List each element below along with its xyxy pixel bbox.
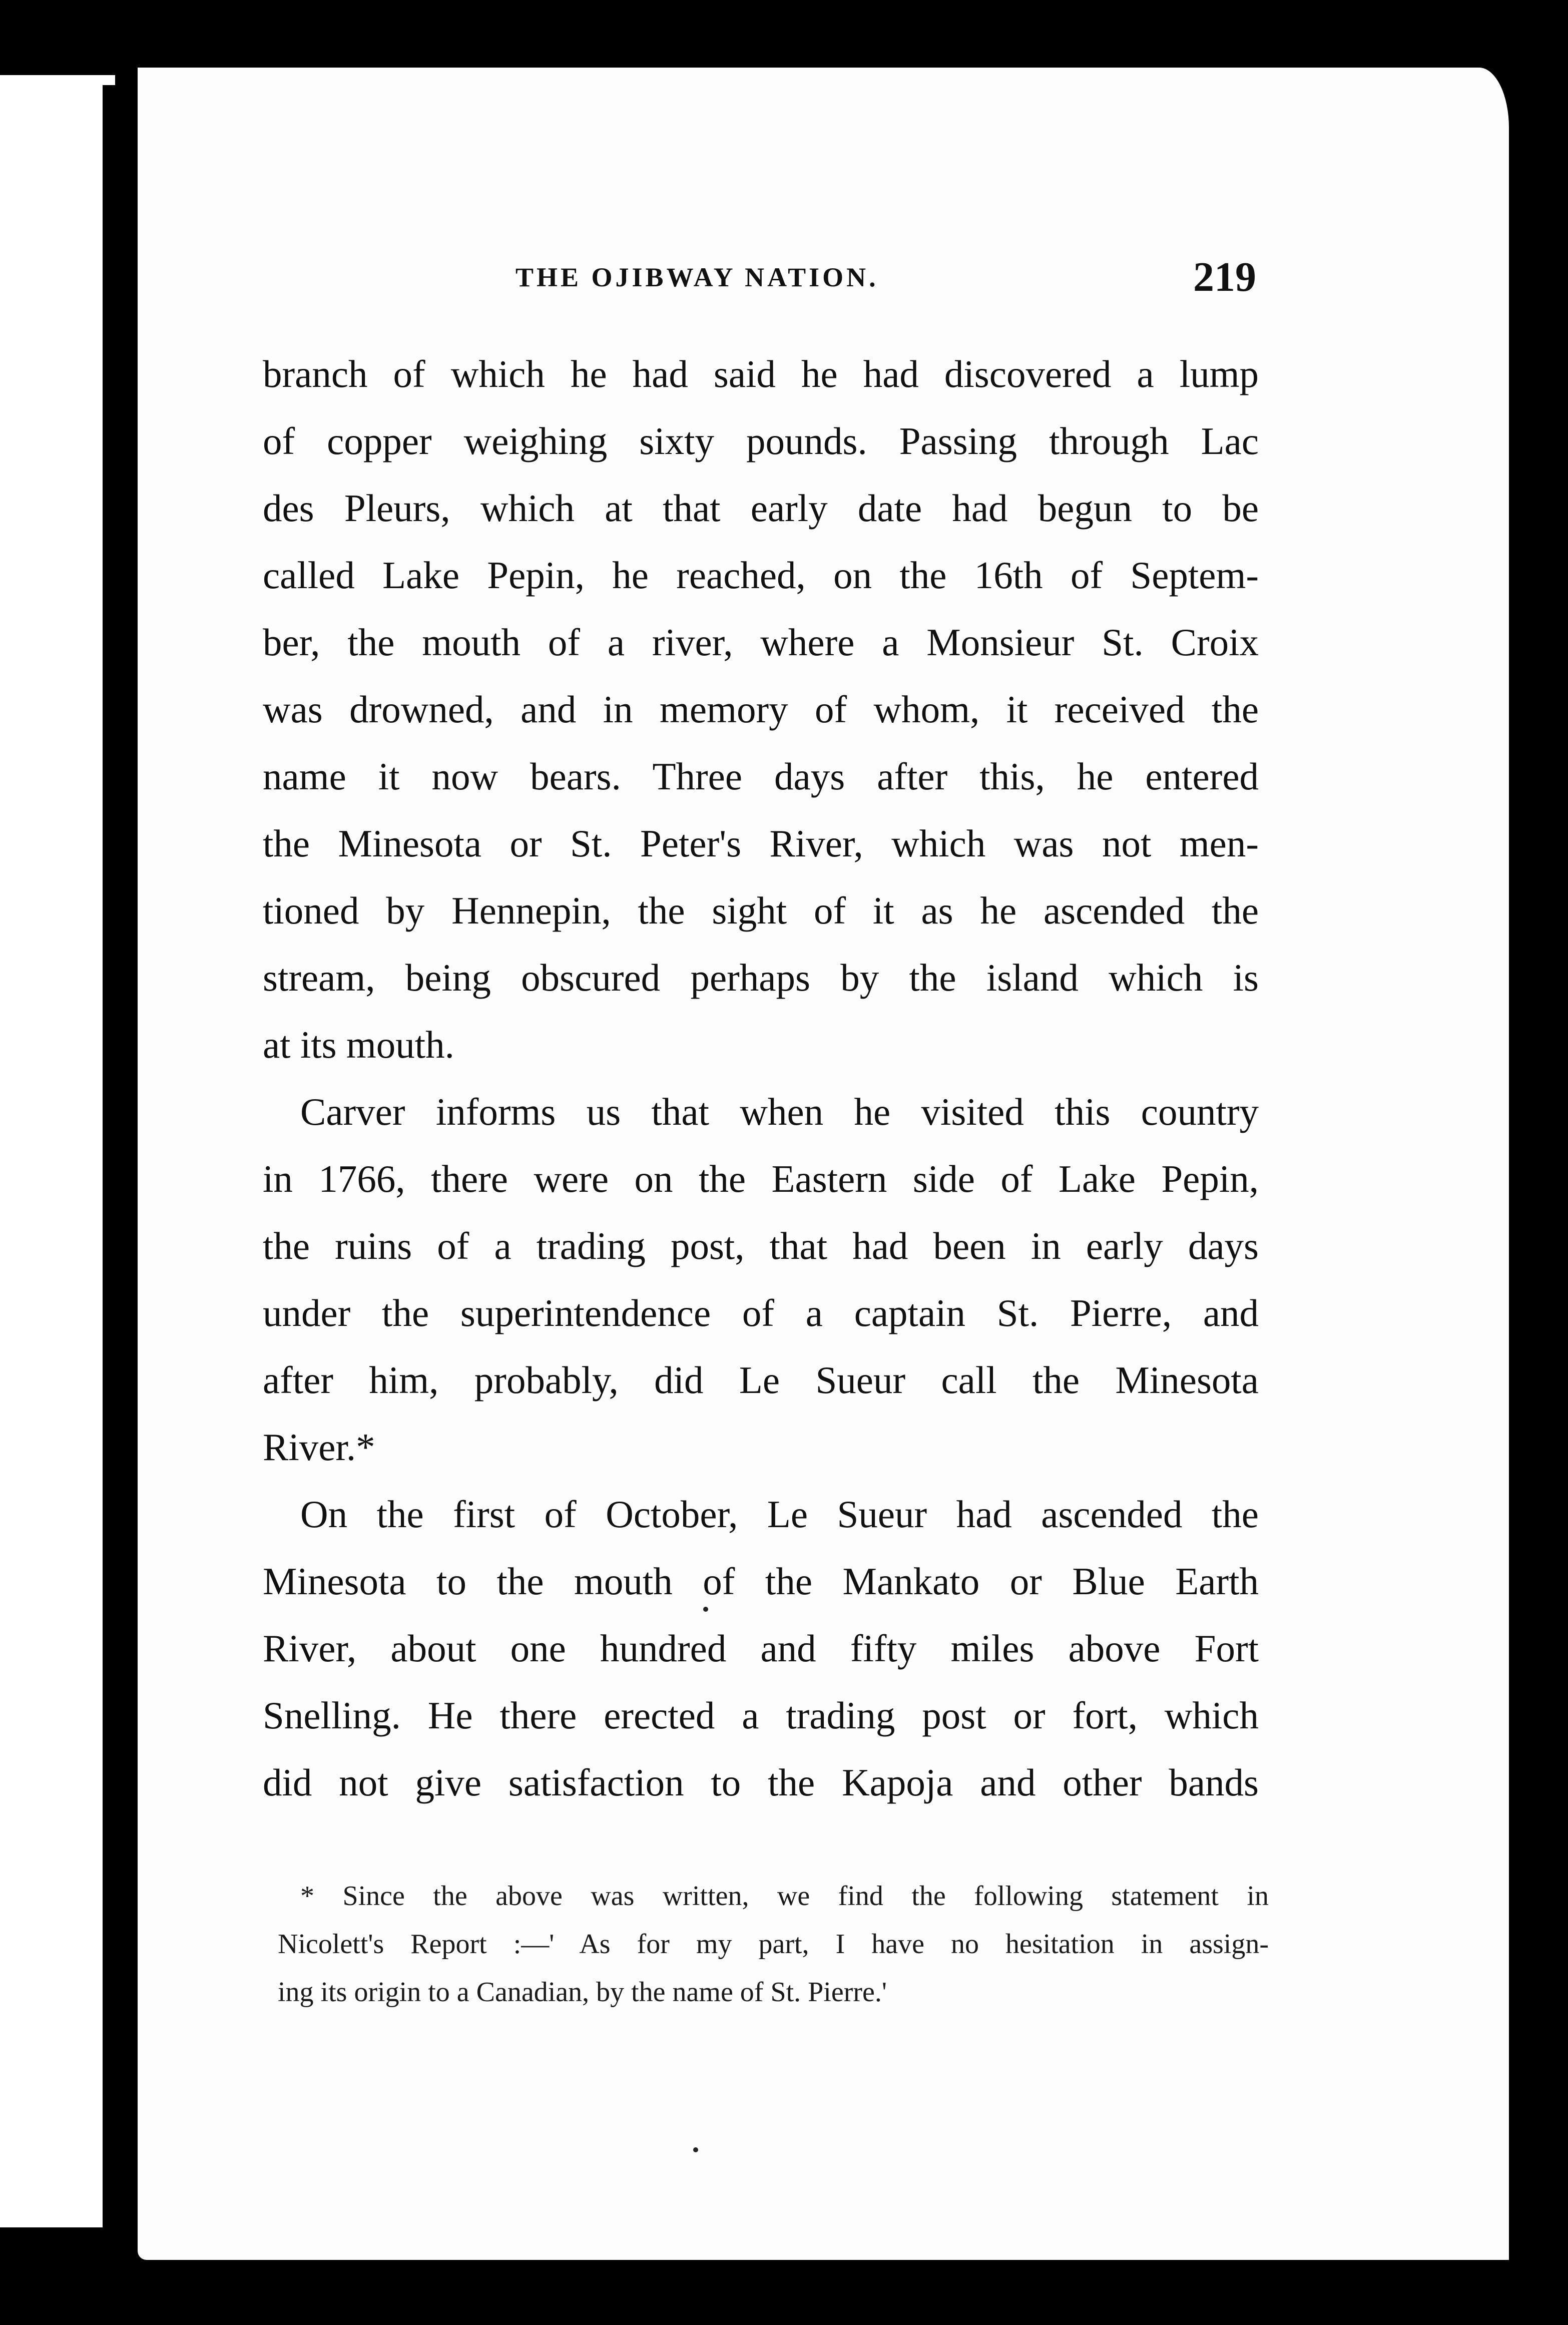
text-line: under the superintendence of a captain St. Pierre, and [263, 1291, 1259, 1334]
text-line: stream, being obscured perhaps by the island which is [263, 956, 1259, 999]
text-line: name it now bears. Three days after this, he entered [263, 755, 1259, 798]
page-number: 219 [1193, 254, 1256, 300]
text-line: tioned by Hennepin, the sight of it as he ascended the [263, 889, 1259, 932]
text-line: ber, the mouth of a river, where a Monsieur St. Croix [263, 621, 1259, 664]
text-line: the ruins of a trading post, that had been in early days [263, 1224, 1259, 1267]
text-line: in 1766, there were on the Eastern side of Lake Pepin, [263, 1157, 1259, 1200]
facing-page-edge [0, 75, 115, 2227]
text-line: did not give satisfaction to the Kapoja and other bands [263, 1761, 1259, 1804]
text-line: branch of which he had said he had discovered a lump [263, 352, 1259, 395]
body-text [263, 340, 1259, 1816]
text-line: was drowned, and in memory of whom, it received the [263, 688, 1259, 731]
text-line: Carver informs us that when he visited this country [300, 1090, 1259, 1133]
text-line: called Lake Pepin, he reached, on the 16th of Septem- [263, 554, 1259, 597]
text-line: On the first of October, Le Sueur had ascended the [300, 1493, 1259, 1536]
footnote-line: Nicolett's Report :—' As for my part, I have no hesitation in assign- [278, 1929, 1269, 1960]
ink-speck [703, 1607, 708, 1612]
binding-gutter [103, 85, 138, 2277]
text-line: of copper weighing sixty pounds. Passing through Lac [263, 419, 1259, 462]
text-line: Minesota to the mouth of the Mankato or Blue Earth [263, 1560, 1259, 1603]
text-line: Snelling. He there erected a trading post or fort, which [263, 1694, 1259, 1737]
running-head-title: THE OJIBWAY NATION. [515, 262, 879, 292]
text-line: River.* [263, 1426, 375, 1469]
text-line: at its mouth. [263, 1023, 454, 1066]
text-line: des Pleurs, which at that early date had begun to be [263, 487, 1259, 530]
footnote-line: ing its origin to a Canadian, by the name of St. Pierre.' [278, 1977, 887, 2008]
text-line: the Minesota or St. Peter's River, which was not men- [263, 822, 1259, 865]
text-line: River, about one hundred and fifty miles above Fort [263, 1627, 1259, 1670]
running-head [515, 253, 1256, 308]
text-line: after him, probably, did Le Sueur call the Minesota [263, 1358, 1259, 1402]
footnote-line: * Since the above was written, we find the following statement in [300, 1881, 1269, 1912]
ink-speck [693, 2147, 698, 2152]
footnote [278, 1872, 1269, 2016]
